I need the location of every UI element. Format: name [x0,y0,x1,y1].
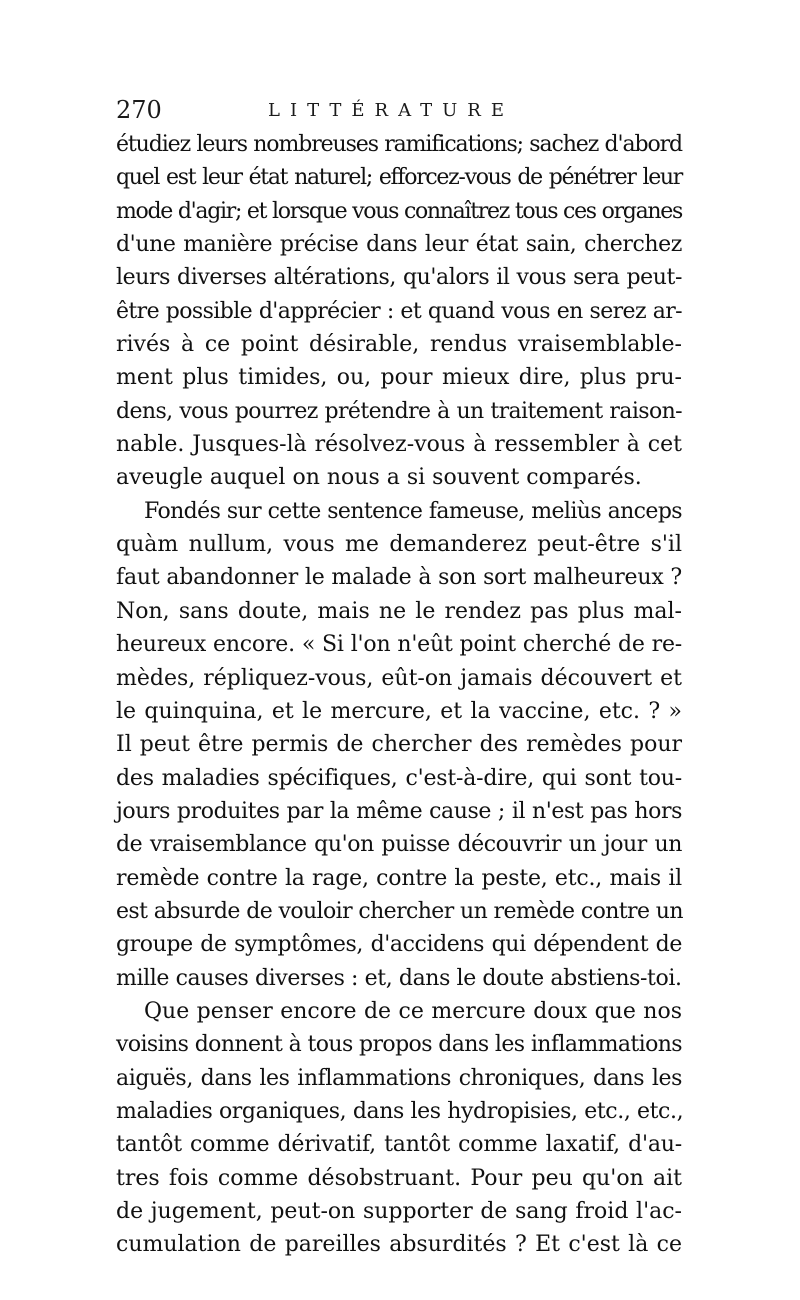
text-line: est absurde de vouloir chercher un remède contre un [116,898,683,924]
text-line: étudiez leurs nombreuses ramifications; sachez d'abord [116,132,682,157]
text-line: aveugle auquel on nous a si souvent comparés. [116,465,642,491]
text-line: Fondés sur cette sentence fameuse, meliùs anceps [144,498,682,524]
running-head: LITTÉRATURE [268,100,514,121]
text-line: faut abandonner le malade à son sort malheureux ? [116,565,682,591]
text-line: nable. Jusques-là résolvez-vous à ressembler à cet [116,432,682,458]
text-line: ment plus timides, ou, pour mieux dire, plus pru- [116,365,682,391]
text-line: d'une manière précise dans leur état sain, cherchez [116,232,682,258]
page-header [116,96,696,126]
text-line: tantôt comme dérivatif, tantôt comme laxatif, d'au- [116,1132,682,1158]
text-line: quel est leur état naturel; efforcez-vous de pénétrer leur [116,165,682,191]
text-line: quàm nullum, vous me demanderez peut-être s'il [116,532,682,558]
text-line: de jugement, peut-on supporter de sang froid l'ac- [116,1199,682,1224]
text-line: rivés à ce point désirable, rendus vraisemblable- [116,332,682,358]
text-line: jours produites par la même cause ; il n'est pas hors [116,798,682,824]
text-line: remède contre la rage, contre la peste, etc., mais il [116,865,682,891]
text-line: de vraisemblance qu'on puisse découvrir un jour un [116,832,682,858]
text-line: mille causes diverses : et, dans le doute abstiens-toi. [116,965,682,991]
text-line: mode d'agir; et lorsque vous connaîtrez tous ces organes [116,198,682,224]
text-line: voisins donnent à tous propos dans les inflammations [116,1032,682,1058]
text-line: dens, vous pourrez prétendre à un traitement raison- [116,398,682,424]
text-line: mèdes, répliquez-vous, eût-on jamais découvert et [116,665,682,691]
text-line: Non, sans doute, mais ne le rendez pas plus mal- [116,598,682,624]
body-text [116,128,682,1262]
text-line: le quinquina, et le mercure, et la vaccine, etc. ? » [116,698,682,724]
text-line: Que penser encore de ce mercure doux que nos [144,998,682,1024]
text-line: maladies organiques, dans les hydropisies, etc., etc., [116,1098,684,1124]
page-number: 270 [116,96,162,124]
text-line: groupe de symptômes, d'accidens qui dépendent de [116,932,682,958]
text-line: leurs diverses altérations, qu'alors il vous sera peut- [116,265,682,291]
text-line: être possible d'apprécier : et quand vous en serez ar- [116,298,682,324]
text-line: heureux encore. « Si l'on n'eût point cherché de re- [116,632,682,658]
text-line: tres fois comme désobstruant. Pour peu qu'on ait [116,1165,682,1191]
text-line: Il peut être permis de chercher des remèdes pour [116,732,682,758]
text-line: cumulation de pareilles absurdités ? Et c'est là ce [116,1232,682,1258]
text-line: des maladies spécifiques, c'est-à-dire, qui sont tou- [116,765,682,791]
text-line: aiguës, dans les inflammations chroniques, dans les [116,1065,682,1091]
